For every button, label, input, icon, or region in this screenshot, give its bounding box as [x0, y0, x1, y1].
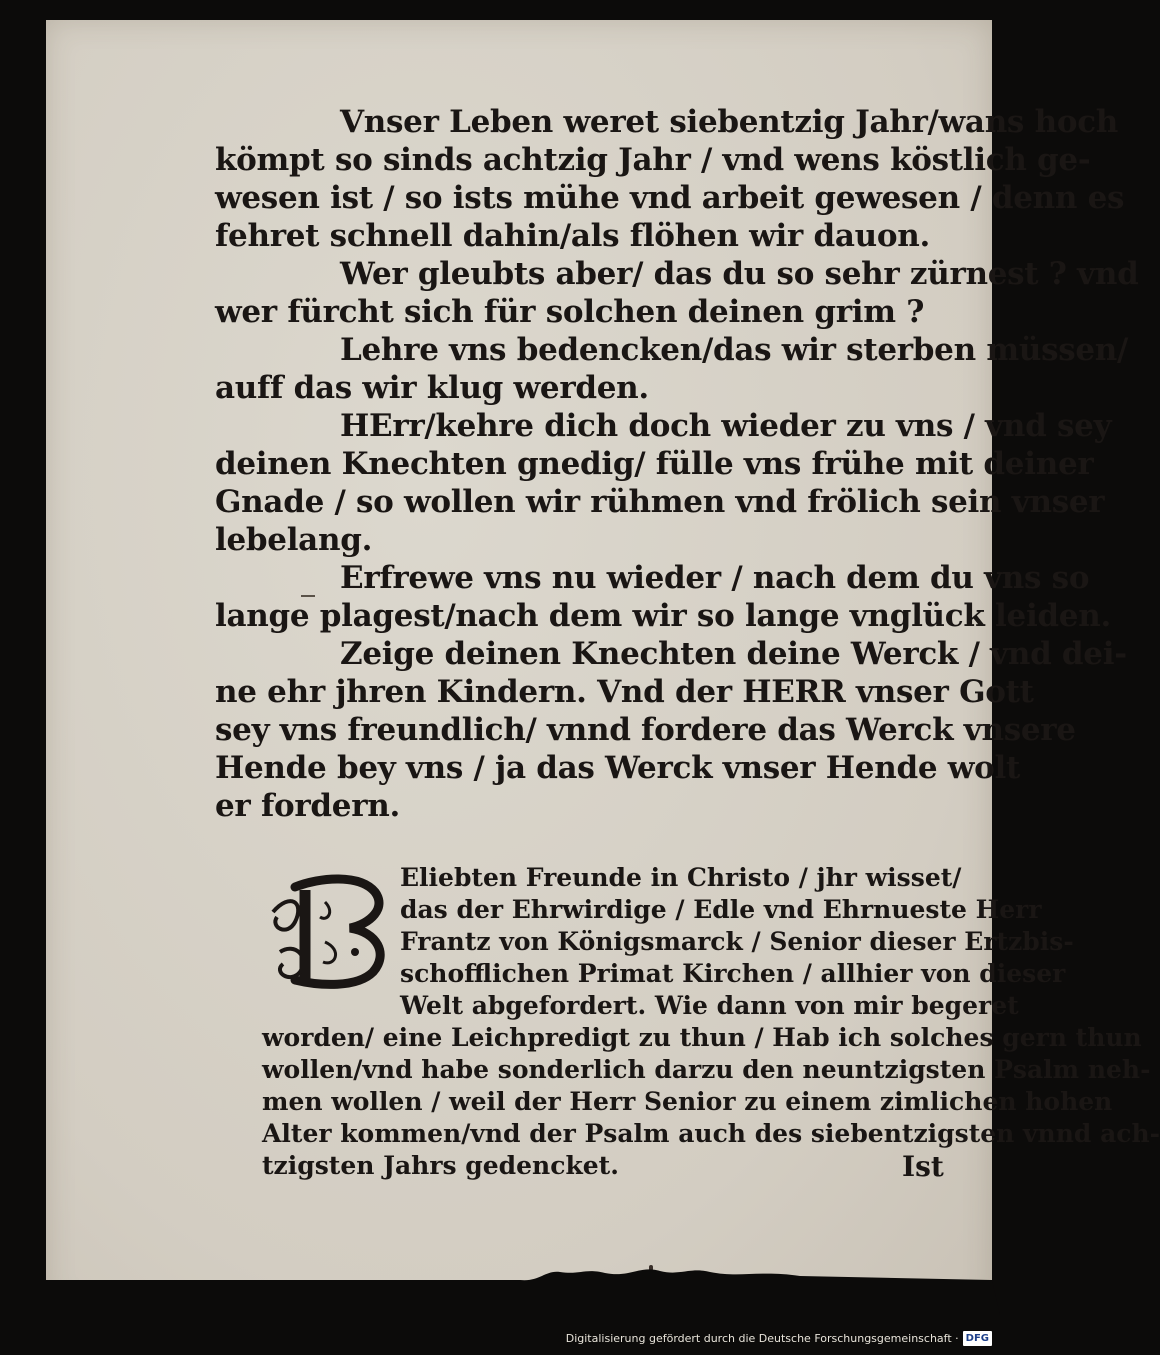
verse-line: Vnser Leben weret siebentzig Jahr/wans hoch	[340, 104, 1119, 140]
verse-line: Hende bey vns / ja das Werck vnser Hende wolt	[215, 750, 1021, 786]
verse-line: auff das wir klug werden.	[215, 370, 649, 406]
text-line: das der Ehrwirdige / Edle vnd Ehrnueste Herr	[400, 895, 1042, 924]
verse-line: Zeige deinen Knechten deine Werck / vnd dei-	[340, 636, 1127, 672]
verse-line: Erfrewe vns nu wieder / nach dem du vns so	[340, 560, 1090, 596]
psalm-verses	[215, 103, 1139, 825]
sermon-beside-initial	[400, 862, 1074, 1022]
verse-line: Wer gleubts aber/ das du so sehr zürnest ? vnd	[340, 256, 1139, 292]
catchword: Ist	[902, 1150, 944, 1183]
verse-line: lebelang.	[215, 522, 373, 558]
text-line: schofflichen Primat Kirchen / allhier von dieser	[400, 959, 1066, 988]
verse-line: lange plagest/nach dem wir so lange vnglück leiden.	[215, 598, 1111, 634]
verse-line: er fordern.	[215, 788, 400, 824]
text-line: Eliebten Freunde in Christo / jhr wisset/	[400, 863, 962, 892]
text-line: wollen/vnd habe sonderlich darzu den neuntzigsten Psalm neh-	[262, 1055, 1151, 1084]
text-line: Welt abgefordert. Wie dann von mir begeret	[400, 991, 1019, 1020]
verse-line: wer fürcht sich für solchen deinen grim ?	[215, 294, 925, 330]
verse-line: deinen Knechten gnedig/ fülle vns frühe mit deiner	[215, 446, 1094, 482]
credit-text: Digitalisierung gefördert durch die Deutsche Forschungsgemeinschaft ·	[565, 1331, 959, 1345]
verse-line: HErr/kehre dich doch wieder zu vns / vnd sey	[340, 408, 1112, 444]
dfg-logo: DFG	[963, 1331, 992, 1346]
verse-line: wesen ist / so ists mühe vnd arbeit gewesen / denn es	[215, 180, 1125, 216]
digitization-credit	[566, 1329, 992, 1347]
torn-page-edge	[40, 1270, 1000, 1315]
verse-line: fehret schnell dahin/als flöhen wir dauon.	[215, 218, 930, 254]
text-line: men wollen / weil der Herr Senior zu einem zimlichen hohen	[262, 1087, 1113, 1116]
verse-line: sey vns freundlich/ vnnd fordere das Werck vnsere	[215, 712, 1076, 748]
verse-line: kömpt so sinds achtzig Jahr / vnd wens köstlich ge-	[215, 142, 1091, 178]
text-line: Frantz von Königsmarck / Senior dieser Ertzbis-	[400, 927, 1074, 956]
sermon-paragraph-continued	[262, 1022, 1160, 1182]
text-line: tzigsten Jahrs gedencket.	[262, 1151, 619, 1180]
verse-line: Gnade / so wollen wir rühmen vnd frölich sein vnser	[215, 484, 1105, 520]
text-line: worden/ eine Leichpredigt zu thun / Hab ich solches gern thun	[262, 1023, 1142, 1052]
ornamental-initial-b-icon	[265, 872, 395, 990]
verse-line: Lehre vns bedencken/das wir sterben müssen/	[340, 332, 1129, 368]
verse-line: ne ehr jhren Kindern. Vnd der HERR vnser Gott	[215, 674, 1034, 710]
text-line: Alter kommen/vnd der Psalm auch des siebentzigsten vnnd ach-	[262, 1119, 1160, 1148]
